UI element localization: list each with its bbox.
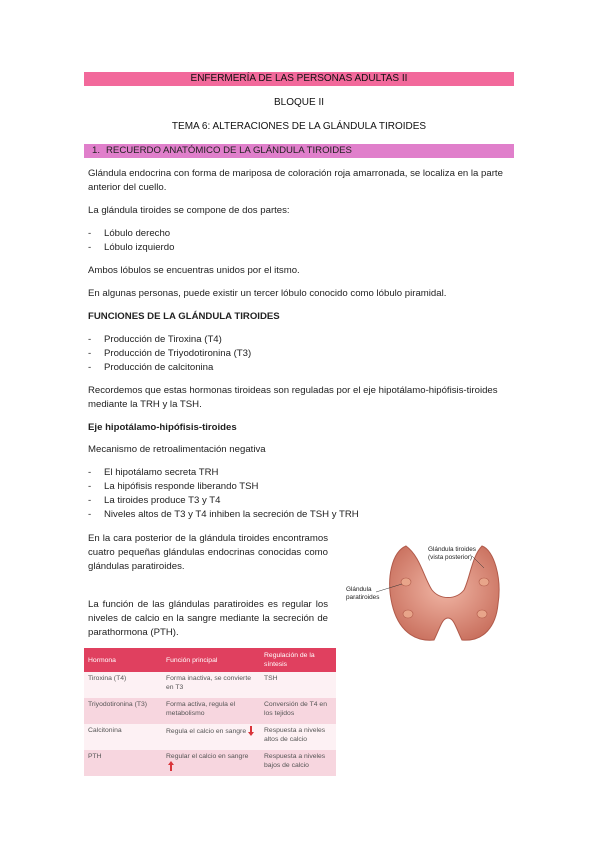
thyroid-label: Glándula tiroides (vista posterior): [428, 546, 476, 561]
cell-function-wrap: [162, 724, 260, 750]
cell-function: Regula el calcio en sangre: [166, 727, 247, 735]
cell-regulation: Conversión de T4 en los tejidos: [260, 698, 336, 724]
table-header-row: [84, 648, 336, 672]
cell-hormone: Triyodotironina (T3): [84, 698, 162, 724]
header-regulation: Regulación de la síntesis: [260, 648, 336, 672]
axis-subtitle: Mecanismo de retroalimentación negativa: [88, 444, 266, 455]
axis-heading: Eje hipotálamo-hipófisis-tiroides: [88, 422, 237, 433]
regulation-note: Recordemos que estas hormonas tiroideas son reguladas por el eje hipotálamo-hipófisis-tiroides mediante la TRH y la TSH.: [88, 385, 498, 410]
header-function: Función principal: [162, 648, 260, 672]
cell-regulation: Respuesta a niveles bajos de calcio: [260, 750, 336, 776]
cell-hormone: Calcitonina: [84, 724, 162, 750]
parts-intro: La glándula tiroides se compone de dos partes:: [88, 205, 290, 216]
cell-hormone: PTH: [84, 750, 162, 776]
header-hormone: Hormona: [84, 648, 162, 672]
cell-function: Forma activa, regula el metabolismo: [162, 698, 260, 724]
arrow-down-icon: [248, 726, 254, 736]
thyroid-figure: [344, 538, 522, 646]
cell-function-wrap: [162, 750, 260, 776]
pth-paragraph: La función de las glándulas paratiroides es regular los niveles de calcio en la sangre mediante la secreción de parathormona (PTH).: [88, 599, 328, 638]
hormone-table: [84, 648, 336, 776]
parathyroid-label: Glándula paratiroides: [346, 586, 380, 601]
functions-heading: FUNCIONES DE LA GLÁNDULA TIROIDES: [88, 311, 280, 322]
parathyroid-paragraph: En la cara posterior de la glándula tiroides encontramos cuatro pequeñas glándulas endocrinas conocidas como glándulas paratiroides.: [88, 533, 328, 572]
section-number: 1.: [92, 145, 101, 156]
cell-function: Forma inactiva, se convierte en T3: [162, 672, 260, 698]
cell-regulation: TSH: [260, 672, 336, 698]
intro-paragraph: Glándula endocrina con forma de mariposa de coloración roja amarronada, se localiza en la parte anterior del cuello.: [88, 168, 503, 193]
block-title: BLOQUE II: [273, 97, 324, 108]
section-title: RECUERDO ANATÓMICO DE LA GLÁNDULA TIROIDES: [106, 145, 352, 156]
table-row: [84, 724, 336, 750]
table-row: [84, 672, 336, 698]
cell-hormone: Tiroxina (T4): [84, 672, 162, 698]
cell-regulation: Respuesta a niveles altos de calcio: [260, 724, 336, 750]
cell-function: Regular el calcio en sangre: [166, 753, 249, 760]
table-row: [84, 750, 336, 776]
pyramidal-paragraph: En algunas personas, puede existir un tercer lóbulo conocido como lóbulo piramidal.: [88, 288, 447, 299]
course-title: ENFERMERÍA DE LAS PERSONAS ADULTAS II: [190, 73, 408, 84]
isthmus-paragraph: Ambos lóbulos se encuentras unidos por el itsmo.: [88, 265, 300, 276]
arrow-up-icon: [168, 761, 174, 771]
topic-title: TEMA 6: ALTERACIONES DE LA GLÁNDULA TIROIDES: [171, 121, 427, 132]
table-row: [84, 698, 336, 724]
